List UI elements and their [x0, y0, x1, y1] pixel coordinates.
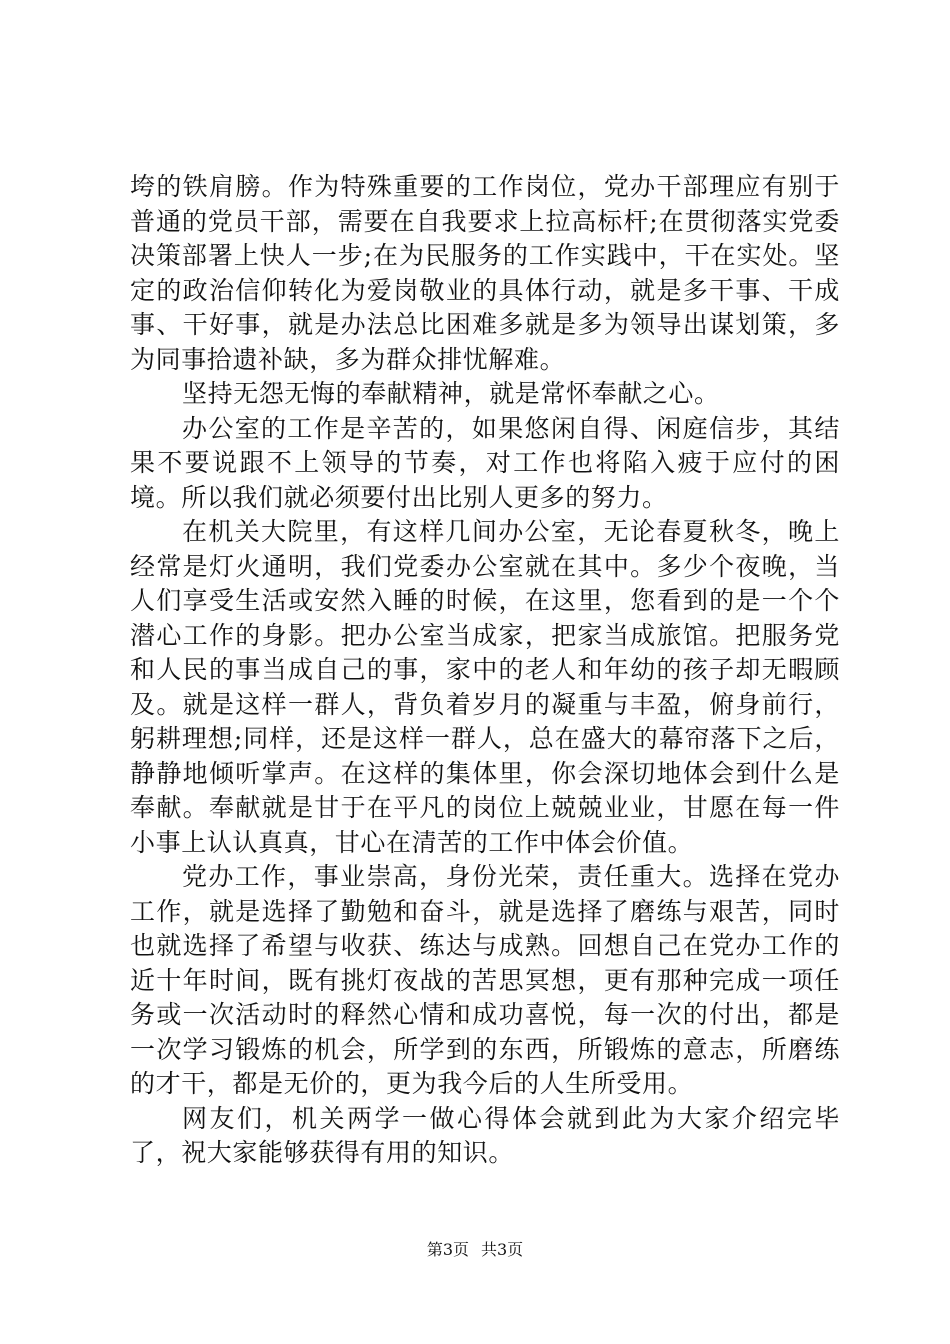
page-total: 共3页: [481, 1240, 524, 1259]
page-footer: [0, 1240, 950, 1260]
page-number: 第3页: [426, 1240, 469, 1259]
paragraph-3: 办公室的工作是辛苦的，如果悠闲自得、闲庭信步，其结果不要说跟不上领导的节奏，对工作也将陷入疲于应付的困境。所以我们就必须要付出比别人更多的努力。: [130, 413, 840, 512]
document-body: [130, 170, 840, 1171]
paragraph-2: 坚持无怨无悔的奉献精神，就是常怀奉献之心。: [182, 379, 720, 408]
paragraph-6: 网友们，机关两学一做心得体会就到此为大家介绍完毕了，祝大家能够获得有用的知识。: [130, 1103, 840, 1167]
paragraph-4: 在机关大院里，有这样几间办公室，无论春夏秋冬，晚上经常是灯火通明，我们党委办公室就在其中。多少个夜晚，当人们享受生活或安然入睡的时候，在这里，您看到的是一个个潜心工作的身影。把办公室当成家，把家当成旅馆。把服务党和人民的事当成自己的事，家中的老人和年幼的孩子却无暇顾及。就是这样一群人，背负着岁月的凝重与丰盈，俯身前行，躬耕理想;同样，还是这样一群人，总在盛大的幕帘落下之后，静静地倾听掌声。在这样的集体里，你会深切地体会到什么是奉献。奉献就是甘于在平凡的岗位上兢兢业业，甘愿在每一件小事上认认真真，甘心在清苦的工作中体会价值。: [130, 517, 840, 857]
paragraph-5: 党办工作，事业崇高，身份光荣，责任重大。选择在党办工作，就是选择了勤勉和奋斗，就是选择了磨练与艰苦，同时也就选择了希望与收获、练达与成熟。回想自己在党办工作的近十年时间，既有挑灯夜战的苦思冥想，更有那种完成一项任务或一次活动时的释然心情和成功喜悦，每一次的付出，都是一次学习锻炼的机会，所学到的东西，所锻炼的意志，所磨练的才干，都是无价的，更为我今后的人生所受用。: [130, 862, 840, 1098]
paragraph-1: 垮的铁肩膀。作为特殊重要的工作岗位，党办干部理应有别于普通的党员干部，需要在自我要求上拉高标杆;在贯彻落实党委决策部署上快人一步;在为民服务的工作实践中，干在实处。坚定的政治信仰转化为爱岗敬业的具体行动，就是多干事、干成事、干好事，就是办法总比困难多就是多为领导出谋划策，多为同事拾遗补缺，多为群众排忧解难。: [130, 172, 840, 374]
